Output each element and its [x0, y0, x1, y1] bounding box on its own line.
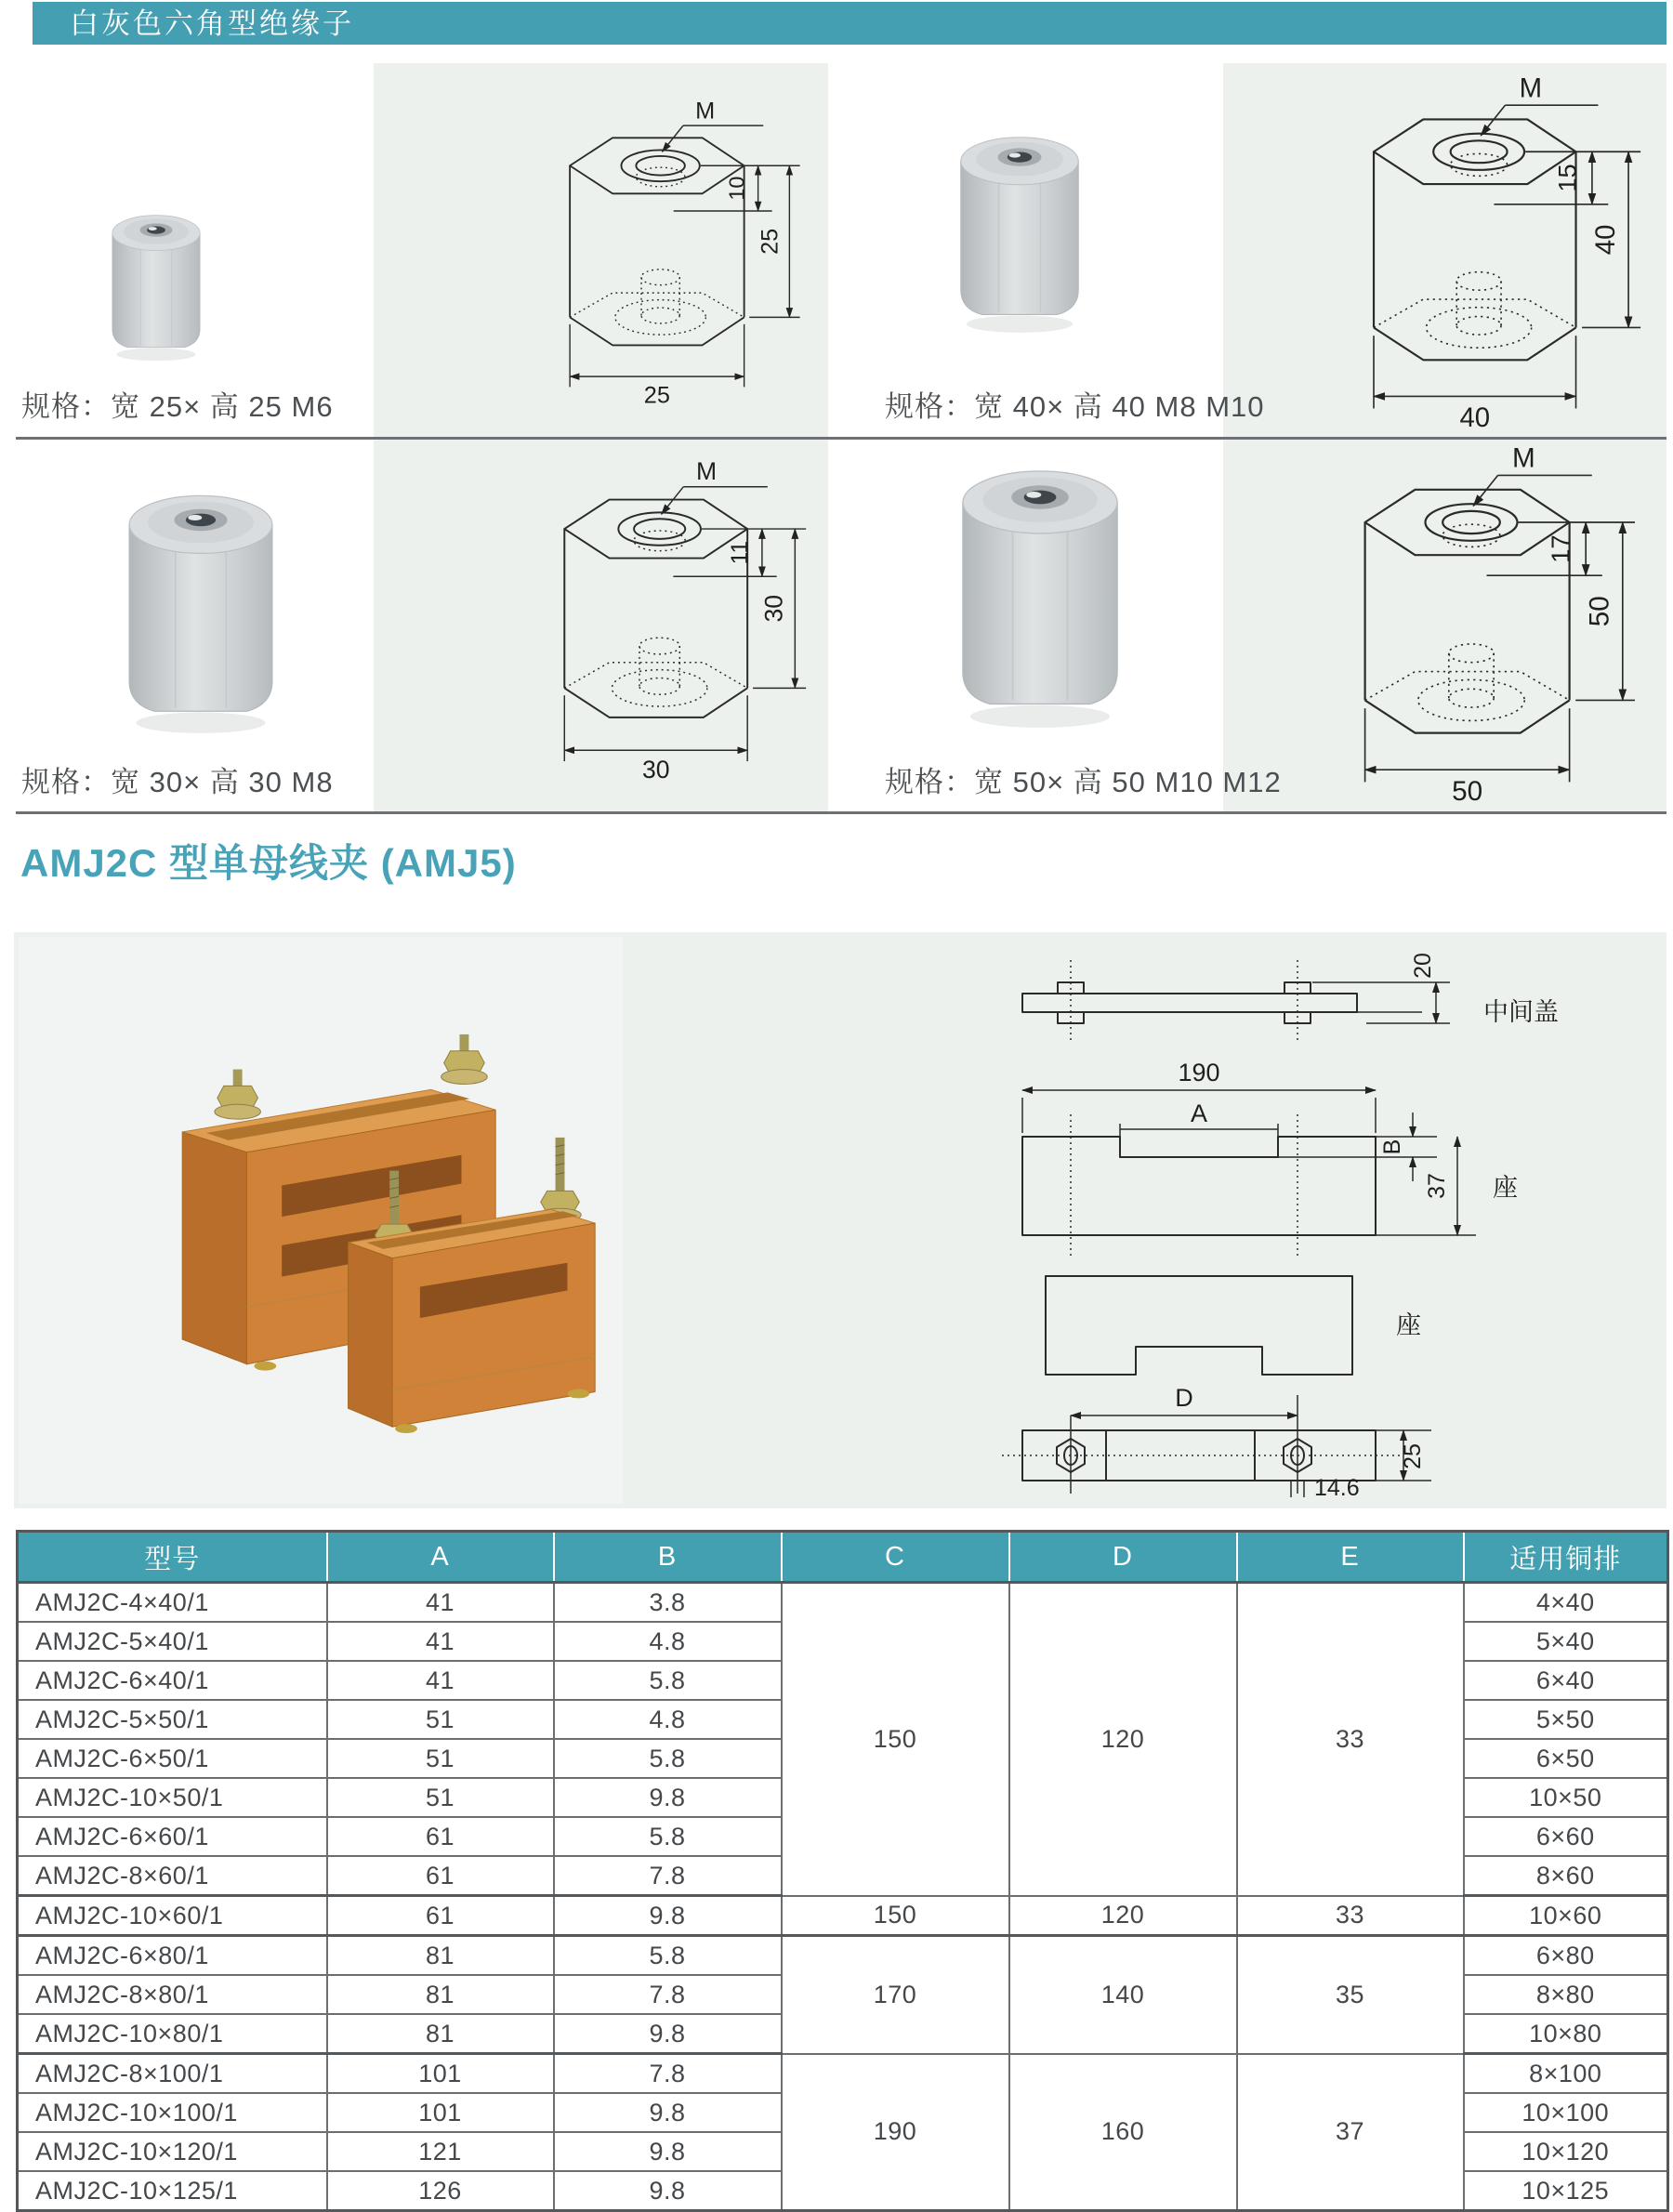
dim-cover-thickness: 20	[1410, 953, 1436, 979]
spec-table	[16, 1530, 1669, 2212]
value-busbar: 4×40	[1464, 1583, 1668, 1623]
table-row	[18, 1583, 1668, 1623]
value-b: 5.8	[554, 1739, 782, 1778]
dim-thread-depth: 11	[728, 540, 754, 565]
dim-width: 50	[1452, 776, 1483, 808]
value-busbar: 5×40	[1464, 1622, 1668, 1661]
spec-label-50: 规格：宽 50× 高 50 M10 M12	[885, 766, 1282, 798]
insulator-drawing-30	[522, 455, 815, 785]
dim-thread-label: M	[695, 98, 716, 125]
model-cell: AMJ2C-8×80/1	[18, 1975, 327, 2014]
header-d: D	[1009, 1532, 1237, 1583]
dim-hole-offset: 14.6	[1314, 1475, 1360, 1497]
value-a: 101	[327, 2054, 554, 2094]
model-cell: AMJ2C-8×60/1	[18, 1856, 327, 1896]
header-b: B	[554, 1532, 782, 1583]
drawing-panel-25	[374, 63, 828, 437]
dim-height: 50	[1584, 596, 1615, 627]
header-c: C	[782, 1532, 1009, 1583]
value-d-merged: 160	[1009, 2054, 1237, 2211]
model-cell: AMJ2C-10×100/1	[18, 2093, 327, 2132]
table-row	[18, 1896, 1668, 1936]
value-a: 51	[327, 1778, 554, 1817]
dim-overall-length: 190	[1178, 1059, 1220, 1086]
clamp-technical-drawing	[967, 940, 1654, 1497]
spec-label-25: 规格：宽 25× 高 25 M6	[21, 390, 334, 423]
model-cell: AMJ2C-8×100/1	[18, 2054, 327, 2094]
header-e: E	[1237, 1532, 1464, 1583]
value-d-merged: 140	[1009, 1936, 1237, 2054]
dim-hole-span: D	[1175, 1384, 1193, 1412]
value-b: 9.8	[554, 2171, 782, 2211]
header-model: 型号	[18, 1532, 327, 1583]
dim-height: 30	[759, 594, 788, 623]
cover-side-view	[1022, 960, 1450, 1044]
model-cell: AMJ2C-10×50/1	[18, 1778, 327, 1817]
label-seat-front: 座	[1396, 1311, 1421, 1339]
value-a: 121	[327, 2132, 554, 2171]
value-b: 3.8	[554, 1583, 782, 1623]
hex-prism-outline	[570, 125, 800, 387]
header-a: A	[327, 1532, 554, 1583]
value-a: 41	[327, 1622, 554, 1661]
section-header-band	[33, 2, 1666, 45]
value-d: 120	[1009, 1896, 1237, 1936]
value-busbar: 6×80	[1464, 1936, 1668, 1976]
insulator-photo-25	[86, 191, 227, 367]
value-b: 5.8	[554, 1817, 782, 1856]
insulator-photo-30	[86, 455, 316, 744]
hex-prism-outline	[1374, 105, 1640, 408]
table-row	[18, 1936, 1668, 1976]
value-a: 126	[327, 2171, 554, 2211]
hex-prism-outline	[1365, 475, 1635, 782]
value-a: 101	[327, 2093, 554, 2132]
value-busbar: 10×125	[1464, 2171, 1668, 2211]
dim-thread-depth: 10	[724, 176, 749, 201]
value-e-merged: 37	[1237, 2054, 1464, 2211]
dim-thread-label: M	[1519, 72, 1543, 104]
value-a: 41	[327, 1583, 554, 1623]
model-cell: AMJ2C-6×60/1	[18, 1817, 327, 1856]
dim-thread-label: M	[696, 456, 718, 485]
value-busbar: 5×50	[1464, 1700, 1668, 1739]
value-busbar: 6×50	[1464, 1739, 1668, 1778]
model-cell: AMJ2C-10×80/1	[18, 2014, 327, 2054]
value-b: 7.8	[554, 1975, 782, 2014]
table-row	[18, 2054, 1668, 2094]
value-c-merged: 170	[782, 1936, 1009, 2054]
dim-busbar-thickness: B	[1379, 1139, 1405, 1155]
hex-prism-outline	[564, 487, 806, 761]
value-busbar: 10×120	[1464, 2132, 1668, 2171]
model-cell: AMJ2C-6×80/1	[18, 1936, 327, 1976]
row-divider	[16, 437, 1666, 440]
value-b: 5.8	[554, 1661, 782, 1700]
insulator-photo-40	[925, 104, 1114, 341]
value-b: 9.8	[554, 2014, 782, 2054]
clamp-product-photo	[98, 1020, 613, 1446]
dim-body-width: 25	[1400, 1443, 1426, 1469]
spec-label-40: 规格：宽 40× 高 40 M8 M10	[885, 390, 1265, 423]
insulator-drawing-50	[1318, 441, 1645, 809]
model-cell: AMJ2C-10×60/1	[18, 1896, 327, 1936]
model-cell: AMJ2C-4×40/1	[18, 1583, 327, 1623]
dim-width: 25	[643, 382, 670, 409]
label-cover: 中间盖	[1483, 998, 1559, 1026]
header-busbar: 适用铜排	[1464, 1532, 1668, 1583]
clamp-panel	[14, 932, 1666, 1508]
model-cell: AMJ2C-5×40/1	[18, 1622, 327, 1661]
value-busbar: 10×60	[1464, 1896, 1668, 1936]
model-cell: AMJ2C-10×120/1	[18, 2132, 327, 2171]
dim-thread-label: M	[1512, 442, 1535, 474]
value-busbar: 10×80	[1464, 2014, 1668, 2054]
value-a: 61	[327, 1856, 554, 1896]
clamp-section-title: AMJ2C 型单母线夹 (AMJ5)	[20, 841, 517, 885]
value-b: 9.8	[554, 2093, 782, 2132]
value-c: 150	[782, 1896, 1009, 1936]
value-b: 5.8	[554, 1936, 782, 1976]
dim-seat-height: 37	[1424, 1173, 1450, 1199]
value-a: 41	[327, 1661, 554, 1700]
value-c-merged: 190	[782, 2054, 1009, 2211]
dim-height: 40	[1589, 224, 1621, 256]
model-cell: AMJ2C-6×50/1	[18, 1739, 327, 1778]
value-a: 61	[327, 1896, 554, 1936]
value-busbar: 8×100	[1464, 2054, 1668, 2094]
model-cell: AMJ2C-5×50/1	[18, 1700, 327, 1739]
seat-front-view	[1046, 1276, 1352, 1375]
dim-height: 25	[757, 228, 784, 255]
model-cell: AMJ2C-6×40/1	[18, 1661, 327, 1700]
dim-thread-depth: 15	[1552, 164, 1582, 192]
value-c-merged: 150	[782, 1583, 1009, 1896]
dim-thread-depth: 17	[1546, 534, 1575, 563]
value-busbar: 8×60	[1464, 1856, 1668, 1896]
value-busbar: 8×80	[1464, 1975, 1668, 2014]
drawing-panel-30	[374, 439, 828, 811]
value-e-merged: 35	[1237, 1936, 1464, 2054]
seat-profile-view	[1022, 1090, 1476, 1256]
value-e: 33	[1237, 1896, 1464, 1936]
value-b: 9.8	[554, 2132, 782, 2171]
spec-label-30: 规格：宽 30× 高 30 M8	[21, 766, 334, 798]
value-a: 81	[327, 2014, 554, 2054]
insulator-photo-50	[916, 428, 1165, 739]
insulator-drawing-25	[530, 96, 809, 410]
value-a: 51	[327, 1739, 554, 1778]
dim-width: 40	[1459, 402, 1491, 434]
value-a: 61	[327, 1817, 554, 1856]
value-a: 81	[327, 1975, 554, 2014]
value-b: 4.8	[554, 1622, 782, 1661]
value-b: 4.8	[554, 1700, 782, 1739]
value-busbar: 10×100	[1464, 2093, 1668, 2132]
value-busbar: 6×40	[1464, 1661, 1668, 1700]
plan-view	[1002, 1395, 1431, 1497]
drawing-panel-50	[1223, 439, 1666, 811]
drawing-panel-40	[1223, 63, 1666, 437]
section-header-title: 白灰色六角型绝缘子	[70, 7, 354, 40]
dim-width: 30	[641, 755, 670, 783]
value-b: 9.8	[554, 1896, 782, 1936]
row-divider	[16, 811, 1666, 814]
value-b: 9.8	[554, 1778, 782, 1817]
dim-slot-width: A	[1190, 1099, 1208, 1127]
value-b: 7.8	[554, 1856, 782, 1896]
value-a: 81	[327, 1936, 554, 1976]
insulator-drawing-40	[1327, 71, 1651, 435]
value-busbar: 6×60	[1464, 1817, 1668, 1856]
table-header-row	[18, 1532, 1668, 1583]
label-seat: 座	[1493, 1174, 1518, 1202]
model-cell: AMJ2C-10×125/1	[18, 2171, 327, 2211]
value-busbar: 10×50	[1464, 1778, 1668, 1817]
value-a: 51	[327, 1700, 554, 1739]
value-d-merged: 120	[1009, 1583, 1237, 1896]
value-b: 7.8	[554, 2054, 782, 2094]
value-e-merged: 33	[1237, 1583, 1464, 1896]
